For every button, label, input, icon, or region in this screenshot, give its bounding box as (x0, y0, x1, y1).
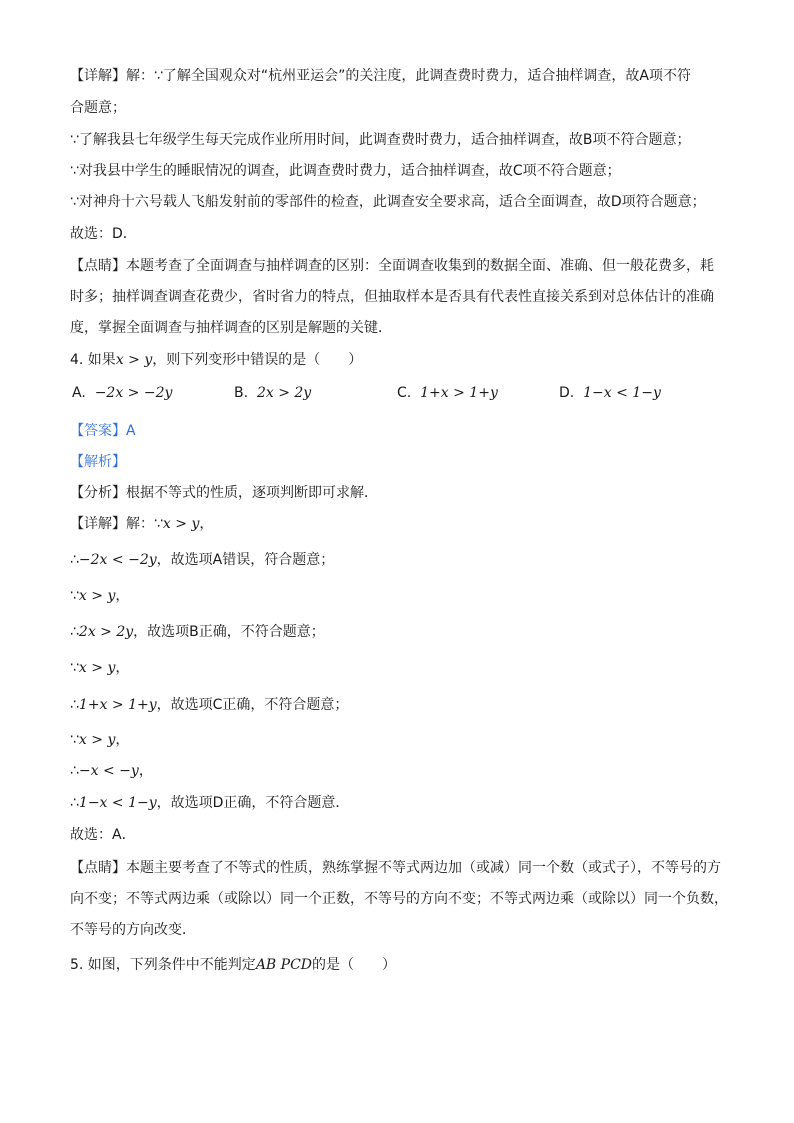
step-symbol: ∴ (70, 552, 79, 568)
q4-analysis-title: 【解析】 (70, 454, 126, 470)
q4-step-6 (70, 730, 129, 750)
q4-option-b-label: B. (234, 385, 249, 401)
step-symbol: ∴ (70, 697, 79, 713)
q4-detail-intro (70, 514, 213, 534)
step-symbol: ∴ (70, 763, 79, 779)
step-text: ， (138, 763, 153, 779)
q3-detail-line-1: 【详解】解：∵了解全国观众对“杭州亚运会”的关注度，此调查费时费力，适合抽样调查，故A项不符 (70, 68, 691, 84)
q4-option-b (234, 383, 311, 403)
step-expr: −x < −y (78, 763, 139, 779)
step-symbol: ∴ (70, 795, 79, 811)
q4-step-8 (70, 793, 349, 813)
q4-option-c-expr: 1+x > 1+y (420, 385, 498, 401)
step-expr: −2x < −2y (78, 552, 157, 568)
step-text: ，故选项B正确，不符合题意； (133, 624, 325, 640)
q4-detail-prefix: 【详解】解：∵ (70, 516, 163, 532)
step-expr: 1+x > 1+y (78, 697, 157, 713)
q3-detail-line-3: ∵了解我县七年级学生每天完成作业所用时间，此调查费时费力，适合抽样调查，故B项不符合题意； (70, 132, 691, 148)
q4-detail-suffix: ， (199, 516, 214, 532)
q5-stem-condition: AB PCD (255, 957, 313, 973)
q4-option-c-label: C. (397, 385, 412, 401)
q4-comment-line-1: 【点睛】本题主要考查了不等式的性质，熟练掌握不等式两边加（或减）同一个数（或式子），不等号的方 (70, 860, 721, 876)
step-expr: x > y (78, 588, 116, 604)
q4-analysis: 【分析】根据不等式的性质，逐项判断即可求解． (70, 485, 378, 501)
q4-option-a (72, 383, 172, 403)
step-expr: x > y (78, 732, 116, 748)
q4-stem-prefix: 4. 如果 (70, 352, 116, 368)
q3-comment-line-2: 时多；抽样调查调查花费少，省时省力的特点，但抽取样本是否具有代表性直接关系到对总体估计的准确 (70, 289, 714, 305)
q5-stem-prefix: 5. 如图，下列条件中不能判定 (70, 957, 256, 973)
step-text: ，故选项A错误，符合题意； (156, 552, 335, 568)
q4-option-b-expr: 2x > 2y (256, 385, 312, 401)
q4-option-d-expr: 1−x < 1−y (583, 385, 661, 401)
q4-detail-condition: x > y (162, 516, 200, 532)
step-text: ， (115, 732, 130, 748)
q4-choice: 故选：A． (70, 827, 136, 843)
q4-step-1 (70, 550, 334, 570)
q5-stem-suffix: 的是（ ） (312, 957, 397, 973)
q4-stem-suffix: ，则下列变形中错误的是（ ） (152, 352, 363, 368)
step-symbol: ∵ (70, 588, 79, 604)
step-expr: 2x > 2y (78, 624, 134, 640)
step-text: ，故选项C正确，不符合题意； (156, 697, 349, 713)
q3-comment-line-3: 度，掌握全面调查与抽样调查的区别是解题的关键． (70, 320, 392, 336)
step-text: ， (115, 588, 130, 604)
q5-stem (70, 955, 396, 975)
q4-step-4 (70, 658, 129, 678)
q4-option-a-expr: −2x > −2y (94, 385, 173, 401)
step-expr: x > y (78, 660, 116, 676)
step-text: ， (115, 660, 130, 676)
q3-comment-line-1: 【点睛】本题考查了全面调查与抽样调查的区别：全面调查收集到的数据全面、准确、但一般花费多，耗 (70, 258, 714, 274)
q3-detail-line-2: 合题意； (70, 100, 126, 116)
q4-step-2 (70, 586, 129, 606)
q4-step-3 (70, 622, 325, 642)
step-expr: 1−x < 1−y (78, 795, 157, 811)
q4-option-c (397, 383, 498, 403)
q4-comment-line-2: 向不变；不等式两边乘（或除以）同一个正数，不等号的方向不变；不等式两边乘（或除以）同一个负数， (70, 891, 728, 907)
q4-option-d-label: D. (559, 385, 575, 401)
q4-stem-condition: x > y (115, 352, 153, 368)
q3-detail-line-4: ∵对我县中学生的睡眠情况的调查，此调查费时费力，适合抽样调查，故C项不符合题意； (70, 163, 621, 179)
q4-option-d (559, 383, 661, 403)
step-symbol: ∵ (70, 660, 79, 676)
q3-choice-line: 故选：D． (70, 226, 137, 242)
step-text: ，故选项D正确，不符合题意． (156, 795, 350, 811)
q4-stem (70, 350, 362, 370)
step-symbol: ∴ (70, 624, 79, 640)
q4-answer: 【答案】A (70, 423, 136, 439)
q4-step-5 (70, 695, 348, 715)
q4-option-a-label: A. (72, 385, 86, 401)
q4-comment-line-3: 不等号的方向改变． (70, 922, 196, 938)
q4-step-7 (70, 761, 153, 781)
q3-detail-line-5: ∵对神舟十六号载人飞船发射前的零部件的检查，此调查安全要求高，适合全面调查，故D项符合题意； (70, 194, 706, 210)
step-symbol: ∵ (70, 732, 79, 748)
